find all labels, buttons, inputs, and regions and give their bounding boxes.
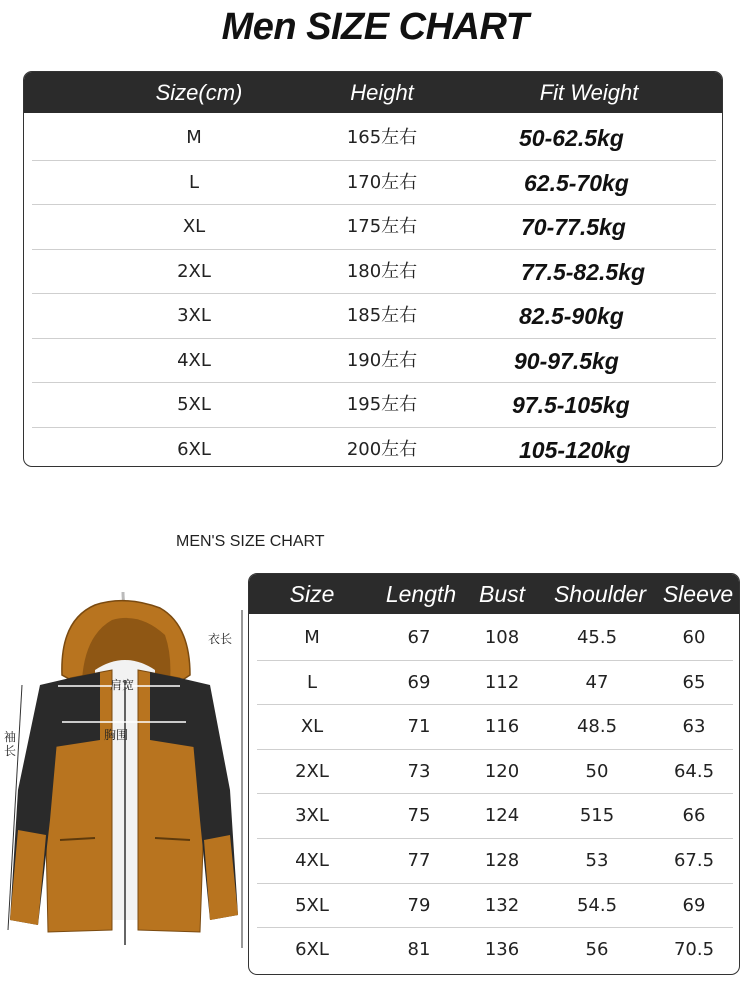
table-row bbox=[32, 339, 716, 384]
header-height: Height bbox=[350, 80, 414, 105]
height-cell: 200左右 bbox=[346, 438, 418, 460]
table-row bbox=[257, 661, 733, 706]
height-cell: 170左右 bbox=[346, 171, 418, 193]
size-cell: 3XL bbox=[177, 305, 211, 326]
header-bust: Bust bbox=[478, 581, 526, 607]
sleeve-cell: 64.5 bbox=[673, 760, 715, 782]
shoulder-cell: 54.5 bbox=[576, 894, 618, 916]
length-cell: 73 bbox=[407, 760, 431, 782]
bust-cell: 128 bbox=[484, 850, 520, 871]
size-cell: 2XL bbox=[177, 260, 211, 282]
length-cell: 79 bbox=[407, 894, 431, 916]
size-cell: XL bbox=[182, 216, 206, 237]
shoulder-cell: 53 bbox=[585, 850, 609, 871]
weight-cell: 70-77.5kg bbox=[521, 214, 626, 240]
shoulder-cell: 48.5 bbox=[576, 716, 618, 738]
height-cell: 190左右 bbox=[346, 349, 418, 371]
weight-cell: 82.5-90kg bbox=[519, 303, 624, 329]
bust-cell: 132 bbox=[484, 894, 520, 916]
table-row bbox=[32, 205, 716, 250]
height-cell: 195左右 bbox=[346, 394, 418, 415]
header-shoulder: Shoulder bbox=[553, 581, 647, 607]
size-cell: M bbox=[304, 627, 320, 648]
sleeve-label: 袖长 bbox=[4, 730, 17, 758]
table-row bbox=[257, 705, 733, 750]
bust-cell: 120 bbox=[484, 760, 520, 782]
table-row bbox=[32, 428, 716, 468]
weight-cell: 62.5-70kg bbox=[524, 169, 629, 196]
sleeve-cell: 67.5 bbox=[673, 850, 715, 871]
length-cell: 67 bbox=[407, 627, 431, 648]
table-row bbox=[32, 250, 716, 295]
height-cell: 180左右 bbox=[346, 260, 418, 282]
shoulder-cell: 56 bbox=[585, 939, 609, 961]
table-row bbox=[257, 750, 733, 795]
weight-cell: 97.5-105kg bbox=[512, 392, 630, 418]
bust-cell: 136 bbox=[484, 939, 520, 961]
weight-cell: 90-97.5kg bbox=[514, 347, 619, 374]
length-cell: 81 bbox=[407, 939, 431, 961]
shoulder-label: 肩宽 bbox=[110, 678, 135, 692]
table-row bbox=[257, 884, 733, 929]
length-cell: 71 bbox=[407, 716, 431, 738]
table-row bbox=[257, 616, 733, 661]
table-row bbox=[257, 928, 733, 973]
table-header bbox=[249, 574, 739, 614]
shoulder-cell: 47 bbox=[585, 671, 609, 693]
header-length: Length bbox=[385, 581, 457, 607]
size-cell: L bbox=[188, 171, 200, 193]
header-sleeve: Sleeve bbox=[662, 581, 734, 607]
height-cell: 175左右 bbox=[346, 216, 418, 237]
bust-label: 胸围 bbox=[104, 728, 129, 742]
subtitle: MEN'S SIZE CHART bbox=[176, 533, 325, 550]
table-row bbox=[32, 161, 716, 206]
table-row bbox=[32, 294, 716, 339]
sleeve-cell: 60 bbox=[682, 627, 706, 648]
size-cell: 4XL bbox=[177, 349, 211, 371]
sleeve-cell: 70.5 bbox=[673, 939, 715, 961]
length-cell: 77 bbox=[407, 850, 431, 871]
table-header bbox=[24, 72, 722, 113]
size-cell: 6XL bbox=[295, 939, 329, 961]
shoulder-cell: 50 bbox=[585, 760, 609, 782]
size-cell: XL bbox=[300, 716, 324, 738]
sleeve-cell: 65 bbox=[682, 671, 706, 693]
weight-cell: 105-120kg bbox=[519, 436, 631, 463]
length-cell: 69 bbox=[407, 671, 431, 693]
size-cell: L bbox=[306, 671, 318, 693]
table-row bbox=[257, 839, 733, 884]
table-row bbox=[257, 794, 733, 839]
bust-cell: 116 bbox=[484, 716, 520, 738]
size-cell: 6XL bbox=[177, 438, 211, 460]
height-cell: 185左右 bbox=[346, 305, 418, 326]
sleeve-cell: 69 bbox=[682, 894, 706, 916]
size-cell: 5XL bbox=[177, 394, 211, 415]
size-cell: M bbox=[186, 127, 202, 148]
size-cell: 4XL bbox=[295, 850, 329, 871]
length-cell: 75 bbox=[407, 805, 431, 827]
weight-cell: 50-62.5kg bbox=[519, 125, 624, 151]
header-size: Size(cm) bbox=[155, 80, 243, 105]
table-row bbox=[32, 383, 716, 428]
bust-cell: 108 bbox=[484, 627, 520, 648]
page-title: Men SIZE CHART bbox=[221, 6, 529, 48]
table-row bbox=[32, 116, 716, 161]
sleeve-cell: 66 bbox=[682, 805, 706, 827]
weight-cell: 77.5-82.5kg bbox=[521, 258, 646, 285]
size-cell: 5XL bbox=[295, 894, 329, 916]
height-cell: 165左右 bbox=[346, 127, 418, 148]
sleeve-cell: 63 bbox=[682, 716, 706, 738]
size-cell: 2XL bbox=[295, 760, 329, 782]
header-size: Size bbox=[289, 581, 335, 607]
jacket-illustration bbox=[0, 590, 245, 960]
size-cell: 3XL bbox=[295, 805, 329, 827]
bust-cell: 112 bbox=[484, 671, 520, 693]
header-fit-weight: Fit Weight bbox=[539, 80, 639, 105]
size-weight-table bbox=[23, 71, 723, 467]
shoulder-cell: 45.5 bbox=[576, 627, 618, 648]
shoulder-cell: 515 bbox=[579, 805, 615, 827]
bust-cell: 124 bbox=[484, 805, 520, 827]
length-label: 衣长 bbox=[208, 632, 233, 646]
measurement-table bbox=[248, 573, 740, 975]
